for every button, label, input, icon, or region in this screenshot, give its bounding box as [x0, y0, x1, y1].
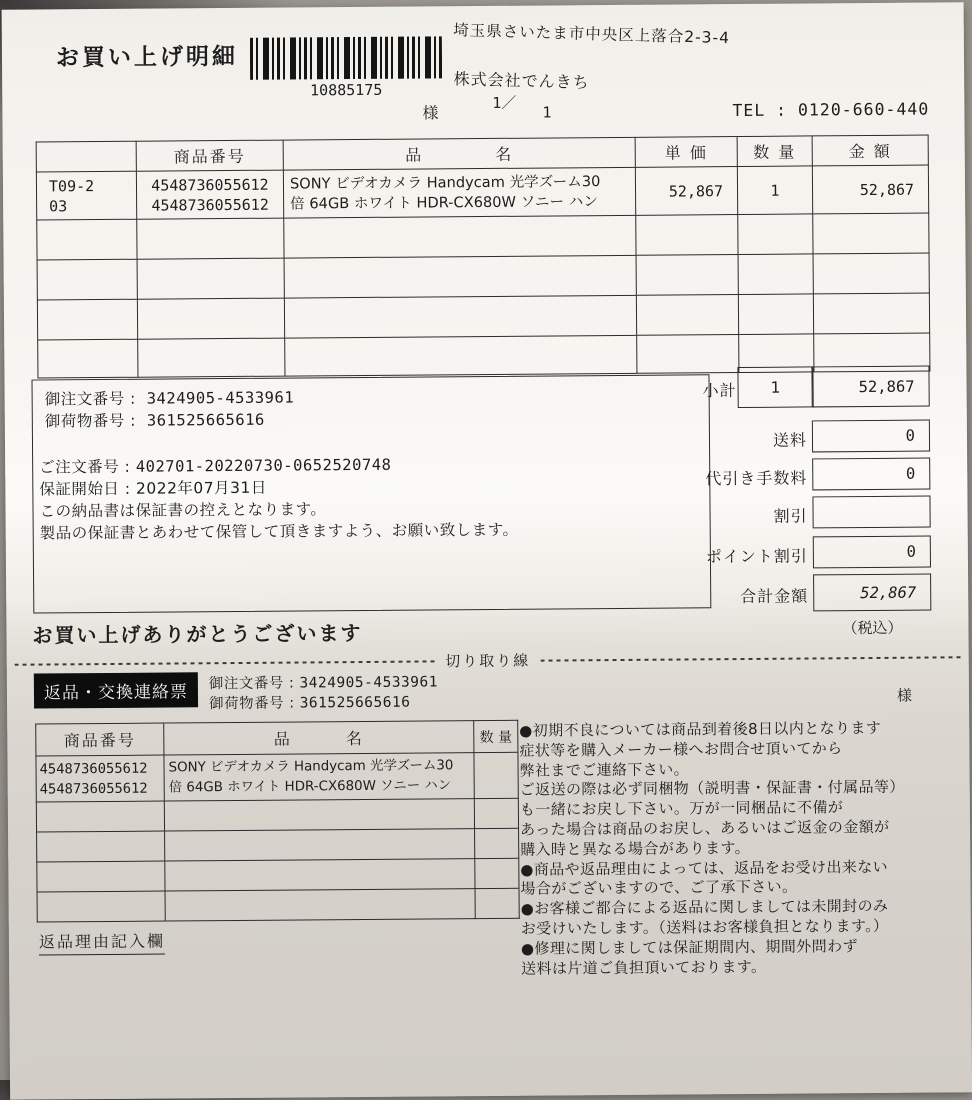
item-code: T09-2 03	[36, 171, 136, 220]
barcode-number: 10885175	[310, 80, 383, 100]
return-item-row	[36, 752, 518, 802]
subtotal-label: 小計	[702, 381, 737, 401]
cut-line-dashes	[15, 660, 436, 665]
package-no: 361525665616	[146, 410, 265, 430]
item-unit-price: 52,867	[635, 167, 737, 216]
subtotal-qty: 1	[737, 366, 813, 408]
receipt-paper	[2, 2, 972, 1100]
thanks-message: お買い上げありがとうございます	[32, 620, 363, 648]
page-current: 1／	[492, 93, 517, 112]
return-slip-title: 返品・交換連絡票	[34, 672, 198, 708]
cut-line-label: 切り取り線	[445, 651, 531, 671]
fee-label-shipping: 送料	[772, 430, 808, 450]
return-order-no: 3424905-4533961	[299, 674, 439, 692]
return-item-product-no: 4548736055612 4548736055612	[36, 755, 164, 802]
return-item-qty	[474, 752, 518, 798]
store-address: 埼玉県さいたま市中央区上落合2-3-4	[453, 21, 731, 48]
return-package-no: 361525665616	[299, 694, 411, 712]
empty-row	[37, 293, 929, 340]
total-label: 合計金額	[740, 586, 809, 607]
return-package-no-line: 御荷物番号 : 361525665616	[208, 694, 411, 713]
col-product-no: 商品番号	[36, 723, 164, 756]
tax-included-note: （税込）	[842, 618, 903, 638]
return-policy-text: ●初期不良については商品到着後8日以内となります 症状等を購入メーカー様へお問合せ頂いてから 弊社までご連絡下さい。 ご返送の際は必ず同梱物（説明書・保証書・付属品等） も一緒にお戻し下さい。万が一同梱品に不備が あった場合は商品のお戻し、あるいはご返金の金額が 購入時と異なる場合があります。 ●商品や返品理由によっては、返品をお受け出来ない 場合がございますので、ご了承下さい。 ●お客様ご都合による返品に関しましては未開封のみ お受けいたします。（送料はお客様負担となります。） ●修理に関しましては保証期間内、期間外問わず 送料は片道ご負担頂いております。	[519, 718, 905, 978]
fee-label-discount: 割引	[773, 506, 808, 526]
item-amount: 52,867	[812, 165, 928, 214]
warranty-line: 保証開始日 : 2022年07月31日	[39, 478, 267, 499]
empty-row	[37, 858, 519, 892]
fee-value-shipping: 0	[812, 420, 930, 453]
col-qty: 数 量	[474, 720, 518, 752]
warranty-date: 2022年07月31日	[135, 478, 267, 498]
cut-line	[15, 646, 961, 674]
order-no2-line: ご注文番号 : 402701-20220730-0652520748	[39, 455, 392, 477]
col-unit-price: 単 価	[635, 137, 737, 168]
order-no2: 402701-20220730-0652520748	[135, 455, 392, 476]
return-order-no-line: 御注文番号 : 3424905-4533961	[208, 674, 439, 693]
return-table-header-row	[36, 720, 518, 756]
fee-label-point-discount: ポイント割引	[705, 546, 808, 567]
return-item-name: SONY ビデオカメラ Handycam 光学ズーム30 倍 64GB ホワイト HDR-CX680W ソニー ハン	[164, 753, 474, 801]
store-company: 株式会社でんきち	[453, 69, 590, 93]
fee-label-cod: 代引き手数料	[705, 468, 808, 489]
empty-row	[37, 213, 929, 260]
empty-row	[37, 253, 929, 300]
item-product-no: 4548736055612 4548736055612	[136, 170, 283, 219]
warranty-note-1: この納品書は保証書の控えとなります。	[39, 500, 327, 521]
package-no-line: 御荷物番号 : 361525665616	[44, 410, 265, 431]
cut-line-dashes	[540, 656, 961, 661]
total-amount: 52,867	[813, 574, 931, 612]
return-item-table	[35, 720, 520, 923]
col-name: 品 名	[164, 721, 474, 755]
item-row	[36, 165, 928, 220]
empty-row	[36, 798, 518, 832]
subtotal-amount: 52,867	[811, 366, 929, 408]
col-amount: 金 額	[812, 135, 928, 166]
item-name: SONY ビデオカメラ Handycam 光学ズーム30 倍 64GB ホワイト HDR-CX680W ソニー ハン	[283, 167, 635, 218]
col-qty: 数 量	[737, 136, 812, 167]
col-code	[36, 141, 136, 172]
page-total: 1	[542, 103, 552, 122]
receipt-title: お買い上げ明細	[55, 43, 239, 72]
customer-suffix: 様	[422, 103, 439, 123]
fee-value-discount	[812, 496, 930, 529]
fee-value-cod: 0	[812, 458, 930, 491]
order-no: 3424905-4533961	[146, 388, 295, 408]
order-no-line: 御注文番号 : 3424905-4533961	[44, 388, 295, 409]
return-reason-label: 返品理由記入欄	[39, 929, 165, 956]
empty-row	[37, 828, 519, 862]
item-table	[36, 135, 931, 379]
empty-row	[37, 888, 519, 922]
col-product-no: 商品番号	[136, 140, 283, 171]
fee-value-point-discount: 0	[813, 536, 931, 569]
warranty-note-2: 製品の保証書とあわせて保管して頂きますよう、お願い致します。	[39, 520, 519, 543]
col-name: 品 名	[283, 137, 635, 170]
barcode	[250, 36, 442, 80]
item-qty: 1	[737, 166, 812, 215]
return-customer-suffix: 様	[896, 686, 913, 705]
order-info-box	[31, 374, 711, 613]
store-tel: TEL : 0120-660-440	[732, 99, 930, 121]
